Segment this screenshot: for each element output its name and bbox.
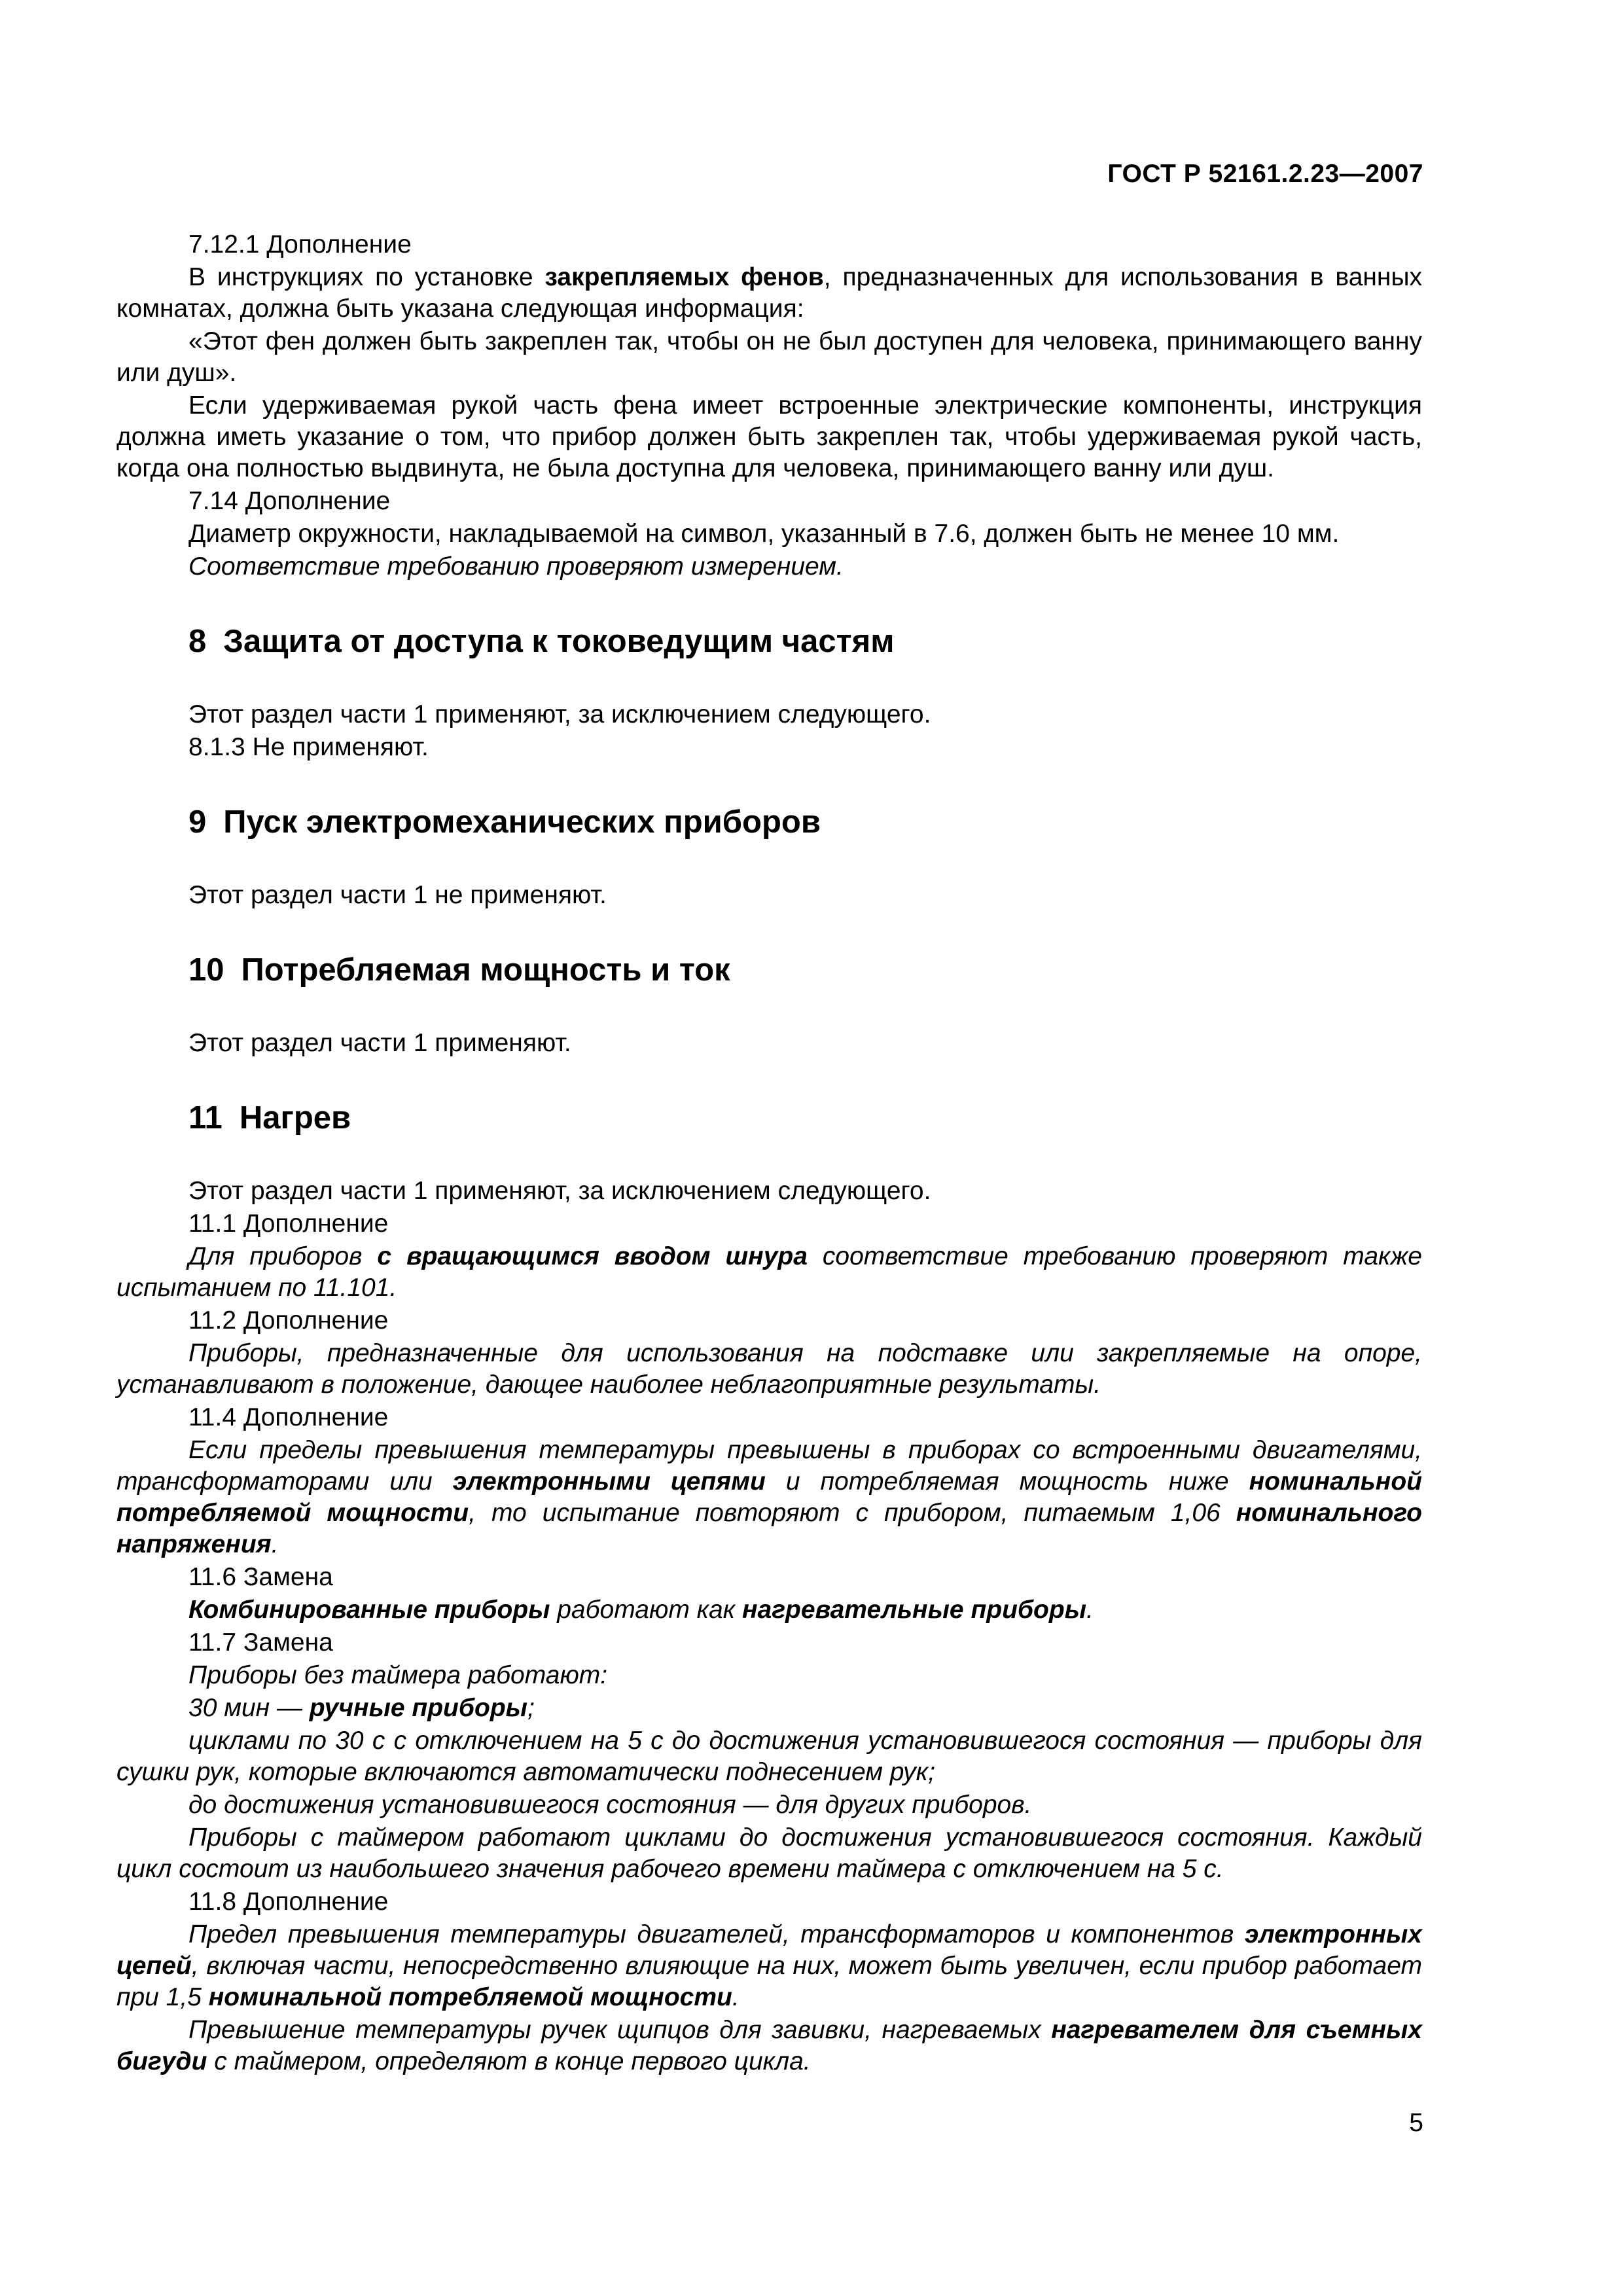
text-run: Для приборов [188,1242,378,1270]
section-11-paragraph-1: Этот раздел части 1 применяют, за исключением следующего. [188,1177,931,1205]
clause-11-4-text [116,1435,1422,1560]
clause-11-1-label: 11.1 Дополнение [188,1210,389,1238]
term-bold: Комбинированные приборы [188,1596,550,1624]
clause-11-2-text: Приборы, предназначенные для использования на подставке или закрепляемые на опоре, устанавливают в положение, дающее наиболее неблагоприятные результаты. [116,1339,1422,1399]
clause-11-7-paragraph-3: циклами по 30 с с отключением на 5 с до достижения установившегося состояния — приборы для сушки рук, которые включаются автоматически поднесением рук; [116,1727,1422,1786]
text-run: соответствие требованию проверяют также испытанием по 11.101. [116,1242,1422,1302]
clause-11-8-paragraph-1 [116,1919,1422,2013]
section-title: Потребляемая мощность и ток [241,952,730,988]
clause-11-7-paragraph-2 [116,1693,1422,1724]
section-number: 8 [188,624,207,659]
section-8-paragraph-1: Этот раздел части 1 применяют, за исключением следующего. [188,700,931,728]
section-9-paragraph-1: Этот раздел части 1 не применяют. [188,881,607,909]
section-title: Пуск электромеханических приборов [223,804,821,840]
clause-11-7-paragraph-1: Приборы без таймера работают: [188,1661,608,1689]
section-11-heading [188,1098,1422,1138]
text-run: . [271,1530,279,1558]
section-number: 9 [188,804,207,840]
section-8-paragraph-2: 8.1.3 Не применяют. [188,733,429,761]
text-run: , предназначенных для использования в ванных комнатах, должна быть указана следующая информация: [116,263,1422,323]
term-bold: номинальной потребляемой мощности [208,1983,732,2011]
page-content [116,229,1422,2079]
clause-11-8-paragraph-2 [116,2015,1422,2077]
term-bold: нагревателем для съемных бигуди [116,2016,1422,2075]
section-title: Нагрев [239,1100,351,1136]
term-bold: номинальной потребляемой мощности [116,1467,1422,1527]
clause-7-12-1-paragraph-1 [116,262,1422,325]
section-9-heading [188,802,1422,842]
section-number: 11 [188,1100,223,1136]
clause-11-8-label: 11.8 Дополнение [188,1888,389,1916]
clause-11-7-paragraph-4: до достижения установившегося состояния — для других приборов. [188,1791,1032,1819]
term-bold: электронными цепями [452,1467,766,1496]
text-run: работают как [550,1596,742,1624]
document-header: ГОСТ Р 52161.2.23—2007 [1107,160,1423,188]
clause-11-6-text [116,1594,1422,1626]
clause-11-2-label: 11.2 Дополнение [188,1306,389,1335]
page-number: 5 [1409,2109,1423,2137]
clause-11-7-label: 11.7 Замена [188,1628,333,1657]
text-run: . [1086,1596,1094,1624]
term-bold: электронных цепей [116,1920,1422,1980]
section-10-heading [188,950,1422,990]
text-run: , включая части, непосредственно влияющие на них, может быть увеличен, если прибор работает при 1,5 [116,1952,1422,2011]
clause-11-4-label: 11.4 Дополнение [188,1403,389,1431]
clause-7-14-paragraph-1: Диаметр окружности, накладываемой на символ, указанный в 7.6, должен быть не менее 10 мм. [188,520,1340,548]
section-10-paragraph-1: Этот раздел части 1 применяют. [188,1029,571,1057]
text-run: В инструкциях по установке [188,263,545,291]
text-run: Если пределы превышения температуры превышены в приборах со встроенными двигателями, трансформаторами или [116,1436,1422,1496]
text-run: ; [527,1694,535,1722]
clause-11-7-paragraph-5: Приборы с таймером работают циклами до достижения установившегося состояния. Каждый цикл состоит из наибольшего значения рабочего времени таймера с отключением на 5 с. [116,1823,1422,1883]
clause-7-12-1-paragraph-2: «Этот фен должен быть закреплен так, чтобы он не был доступен для человека, принимающего ванну или душ». [116,327,1422,387]
text-run: Превышение температуры ручек щипцов для завивки, нагреваемых [188,2016,1052,2044]
term-bold: нагревательные приборы [742,1596,1087,1624]
section-8-heading [188,622,1422,661]
term-bold: номинального напряжения [116,1499,1422,1558]
clause-11-6-label: 11.6 Замена [188,1563,333,1591]
clause-7-14-paragraph-2: Соответствие требованию проверяют измерением. [188,552,844,581]
text-run: и потребляемая мощность ниже [765,1467,1249,1496]
text-run: 30 мин — [188,1694,310,1722]
clause-7-12-1-paragraph-3: Если удерживаемая рукой часть фена имеет встроенные электрические компоненты, инструкция должна иметь указание о том, что прибор должен быть закреплен так, чтобы удерживаемая рукой часть, когда она полностью выдвинута, не была доступна для человека, принимающего ванну или душ. [116,391,1422,482]
section-number: 10 [188,952,224,988]
term-bold: ручные приборы [309,1694,527,1722]
text-run: Предел превышения температуры двигателей, трансформаторов и компонентов [188,1920,1245,1948]
clause-11-1-text [116,1241,1422,1304]
term-bold: закрепляемых фенов [544,263,824,291]
text-run: с таймером, определяют в конце первого цикла. [207,2047,811,2075]
text-run: , то испытание повторяют с прибором, питаемым 1,06 [469,1499,1236,1527]
text-run: . [732,1983,740,2011]
section-title: Защита от доступа к токоведущим частям [223,624,895,659]
clause-7-14-label: 7.14 Дополнение [188,487,391,515]
term-bold: с вращающимся вводом шнура [377,1242,808,1270]
clause-7-12-1-label: 7.12.1 Дополнение [188,230,412,259]
